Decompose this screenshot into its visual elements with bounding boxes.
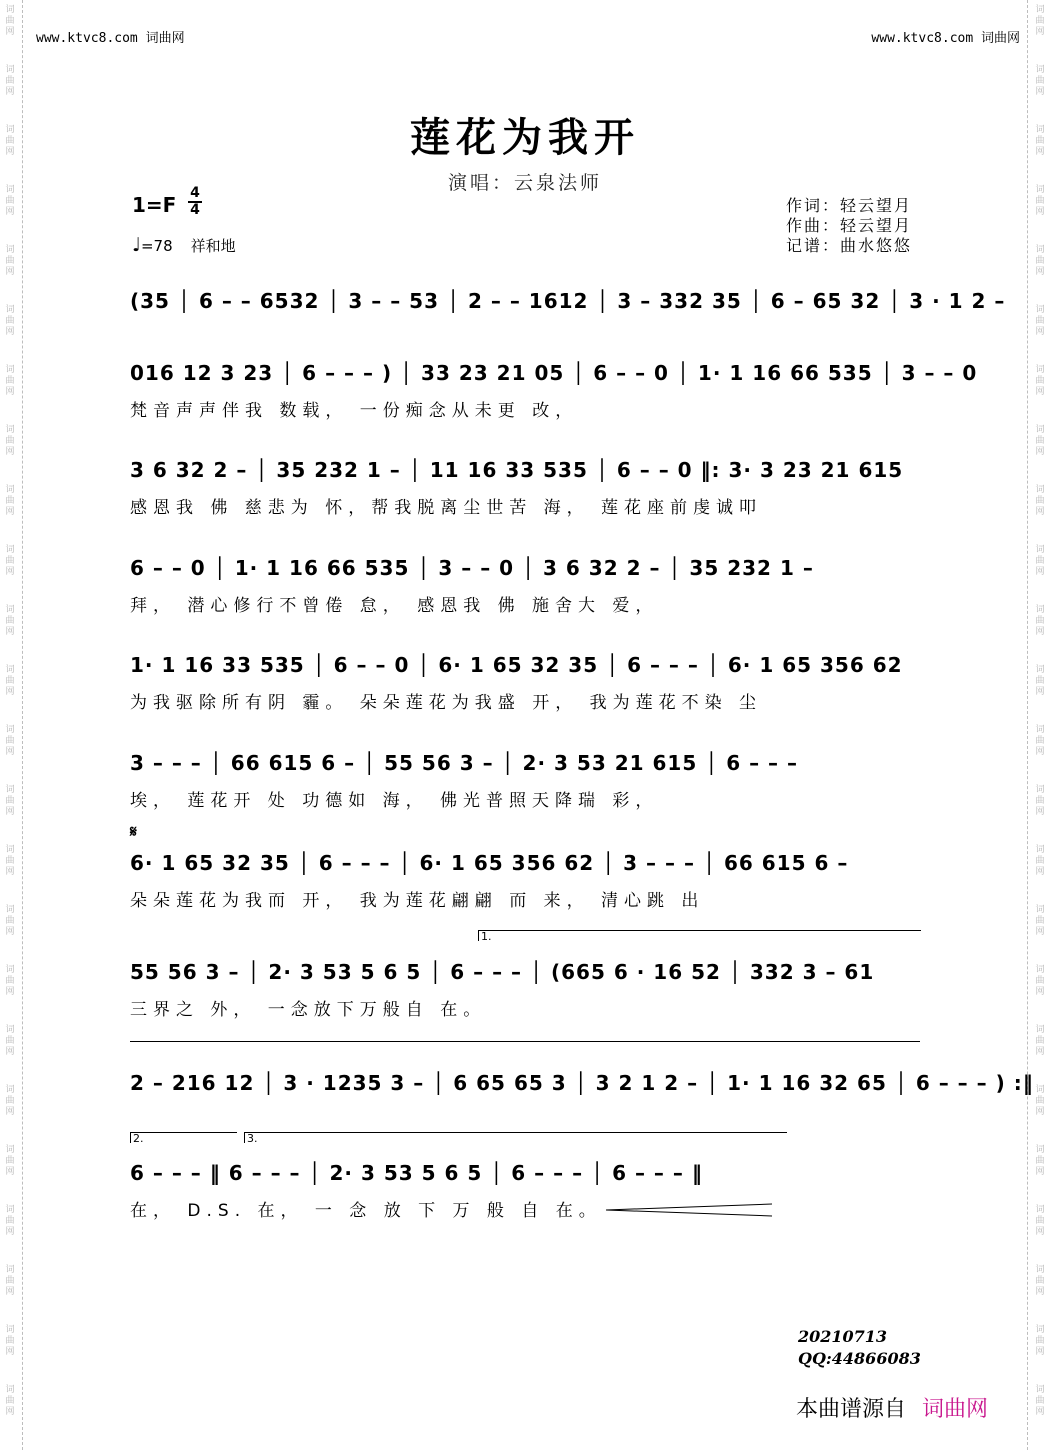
signature-block <box>798 1326 921 1370</box>
segno-icon: 𝄋 <box>130 822 137 841</box>
key-signature: 1=F <box>132 193 177 217</box>
lyric-line: 埃， 莲花开 处 功德如 海， 佛光普照天降瑞 彩， <box>130 791 659 811</box>
score-row-7 <box>130 822 925 928</box>
volta-bracket-2: 2. <box>130 1132 237 1143</box>
watermark-mark: 词 曲 网 <box>5 785 15 817</box>
watermark-mark: 词 曲 网 <box>5 65 15 97</box>
notation-line: 1· 1 16 33 535 │ 6 – – 0 │ 6· 1 65 32 35 │ 6 – – – │ 6· 1 65 356 62 <box>130 653 903 677</box>
notation-line: 6 – – – ‖ 6 – – – │ 2· 3 53 5 6 5 │ 6 – – – │ 6 – – – ‖ <box>130 1161 703 1185</box>
composer-credit: 作曲：轻云望月 <box>786 216 913 235</box>
lyricist-credit: 作词：轻云望月 <box>786 196 913 215</box>
watermark-mark: 词 曲 网 <box>5 545 15 577</box>
watermark-mark: 词 曲 网 <box>5 1265 15 1297</box>
watermark-mark: 词 曲 网 <box>1035 5 1045 37</box>
watermark-mark: 词 曲 网 <box>5 725 15 757</box>
watermark-mark: 词 曲 网 <box>5 485 15 517</box>
notation-line: 6 – – 0 │ 1· 1 16 66 535 │ 3 – – 0 │ 3 6 32 2 – │ 35 232 1 – <box>130 556 814 580</box>
watermark-mark: 词 曲 网 <box>1035 1325 1045 1357</box>
volta-bracket-1: 1. <box>478 930 921 941</box>
lyric-line: 朵朵莲花为我而 开， 我为莲花翩翩 而 来， 清心跳 出 <box>130 891 705 911</box>
notation-line: 016 12 3 23 │ 6 – – – ) │ 33 23 21 05 │ 6 – – 0 │ 1· 1 16 66 535 │ 3 – – 0 <box>130 361 978 385</box>
lyric-line: 在， D.S. 在， 一 念 放 下 万 般 自 在。 <box>130 1201 602 1221</box>
notation-line: 3 – – – │ 66 615 6 – │ 55 56 3 – │ 2· 3 53 21 615 │ 6 – – – <box>130 751 799 775</box>
watermark-mark: 词 曲 网 <box>1035 1025 1045 1057</box>
watermark-mark: 词 曲 网 <box>5 965 15 997</box>
watermark-mark: 词 曲 网 <box>1035 1265 1045 1297</box>
watermark-mark: 词 曲 网 <box>5 665 15 697</box>
watermark-mark: 词 曲 网 <box>1035 305 1045 337</box>
lyric-line: 三界之 外， 一念放下万般自 在。 <box>130 1000 487 1020</box>
watermark-mark: 词 曲 网 <box>1035 65 1045 97</box>
watermark-mark: 词 曲 网 <box>5 365 15 397</box>
watermark-mark: 词 曲 网 <box>5 1325 15 1357</box>
notation-line: 2 – 216 12 │ 3 · 1235 3 – │ 6 65 65 3 │ 3 2 1 2 – │ 1· 1 16 32 65 │ 6 – – – ) :‖ <box>130 1071 1034 1095</box>
watermark-mark: 词 曲 网 <box>1035 725 1045 757</box>
watermark-mark: 词 曲 网 <box>1035 665 1045 697</box>
transcriber-credit: 记谱：曲水悠悠 <box>786 236 913 255</box>
tempo-marking <box>132 234 236 256</box>
watermark-mark: 词 曲 网 <box>1035 785 1045 817</box>
watermark-mark: 词 曲 网 <box>1035 245 1045 277</box>
watermark-mark: 词 曲 网 <box>1035 1085 1045 1117</box>
watermark-mark: 词 曲 网 <box>1035 605 1045 637</box>
mood-marking: 祥和地 <box>190 237 236 255</box>
score-row-1 <box>130 286 1006 366</box>
watermark-mark: 词 曲 网 <box>1035 425 1045 457</box>
header-site-left[interactable]: www.ktvc8.com 词曲网 <box>36 31 185 46</box>
watermark-mark: 词 曲 网 <box>1035 185 1045 217</box>
time-signature <box>187 186 203 218</box>
header-site-right[interactable]: www.ktvc8.com 词曲网 <box>871 31 1020 46</box>
volta-bracket-3: 3. <box>244 1132 787 1143</box>
watermark-mark: 词 曲 网 <box>5 905 15 937</box>
right-watermark-strip <box>1027 0 1050 1450</box>
signature-date: 20210713 <box>798 1327 888 1346</box>
watermark-mark: 词 曲 网 <box>5 185 15 217</box>
brand-link[interactable]: 词曲网 <box>922 1397 989 1422</box>
watermark-mark: 词 曲 网 <box>5 125 15 157</box>
volta-bracket-continuation <box>130 1041 920 1052</box>
watermark-mark: 词 曲 网 <box>5 245 15 277</box>
watermark-mark: 词 曲 网 <box>1035 365 1045 397</box>
time-signature-bottom: 4 <box>190 202 200 218</box>
source-label: 本曲谱源自 <box>796 1397 907 1422</box>
watermark-mark: 词 曲 网 <box>1035 965 1045 997</box>
notation-line: 6· 1 65 32 35 │ 6 – – – │ 6· 1 65 356 62 │ 3 – – – │ 66 615 6 – <box>130 851 849 875</box>
notation-line: 55 56 3 – │ 2· 3 53 5 6 5 │ 6 – – – │ (665 6 · 16 52 │ 332 3 – 61 <box>130 960 875 984</box>
watermark-mark: 词 曲 网 <box>5 305 15 337</box>
song-title: 莲花为我开 <box>410 114 640 161</box>
score-row-4 <box>130 553 925 633</box>
signature-qq: QQ:44866083 <box>798 1349 921 1368</box>
watermark-mark: 词 曲 网 <box>5 845 15 877</box>
score-row-10 <box>130 1132 925 1238</box>
watermark-mark: 词 曲 网 <box>5 605 15 637</box>
watermark-mark: 词 曲 网 <box>1035 545 1045 577</box>
watermark-mark: 词 曲 网 <box>5 1025 15 1057</box>
watermark-mark: 词 曲 网 <box>5 1145 15 1177</box>
singer-credit: 演唱：云泉法师 <box>447 172 602 194</box>
watermark-mark: 词 曲 网 <box>1035 905 1045 937</box>
lyric-line: 为我驱除所有阴 霾。 朵朵莲花为我盛 开， 我为莲花不染 尘 <box>130 693 763 713</box>
lyric-line: 拜， 潜心修行不曾倦 怠， 感恩我 佛 施舍大 爱， <box>130 596 659 616</box>
watermark-mark: 词 曲 网 <box>1035 1385 1045 1417</box>
lyric-line: 梵音声声伴我 数载， 一份痴念从未更 改， <box>130 401 579 421</box>
tempo-value: =78 <box>140 237 173 255</box>
watermark-mark: 词 曲 网 <box>1035 485 1045 517</box>
watermark-mark: 词 曲 网 <box>1035 1145 1045 1177</box>
score-row-5 <box>130 650 925 730</box>
quarter-note-icon: ♩ <box>132 234 141 256</box>
score-row-3 <box>130 455 925 535</box>
notation-line: (35 │ 6 – – 6532 │ 3 – – 53 │ 2 – – 1612 │ 3 – 332 35 │ 6 – 65 32 │ 3 · 1 2 – <box>130 289 1006 313</box>
lyric-line: 感恩我 佛 慈悲为 怀，帮我脱离尘世苦 海， 莲花座前虔诚叩 <box>130 498 763 518</box>
watermark-mark: 词 曲 网 <box>5 1385 15 1417</box>
watermark-mark: 词 曲 网 <box>1035 845 1045 877</box>
time-signature-top: 4 <box>190 185 200 201</box>
source-footer <box>796 1392 988 1423</box>
credits-block <box>786 196 912 256</box>
decrescendo-hairpin-icon <box>604 1200 774 1220</box>
watermark-mark: 词 曲 网 <box>1035 125 1045 157</box>
watermark-mark: 词 曲 网 <box>5 1205 15 1237</box>
score-row-6 <box>130 748 925 828</box>
notation-line: 3 6 32 2 – │ 35 232 1 – │ 11 16 33 535 │ 6 – – 0 ‖: 3· 3 23 21 615 <box>130 458 904 482</box>
watermark-mark: 词 曲 网 <box>1035 1205 1045 1237</box>
score-row-8 <box>130 930 925 1037</box>
watermark-mark: 词 曲 网 <box>5 1085 15 1117</box>
left-watermark-strip <box>0 0 23 1450</box>
score-row-2 <box>130 358 978 438</box>
watermark-mark: 词 曲 网 <box>5 425 15 457</box>
watermark-mark: 词 曲 网 <box>5 5 15 37</box>
